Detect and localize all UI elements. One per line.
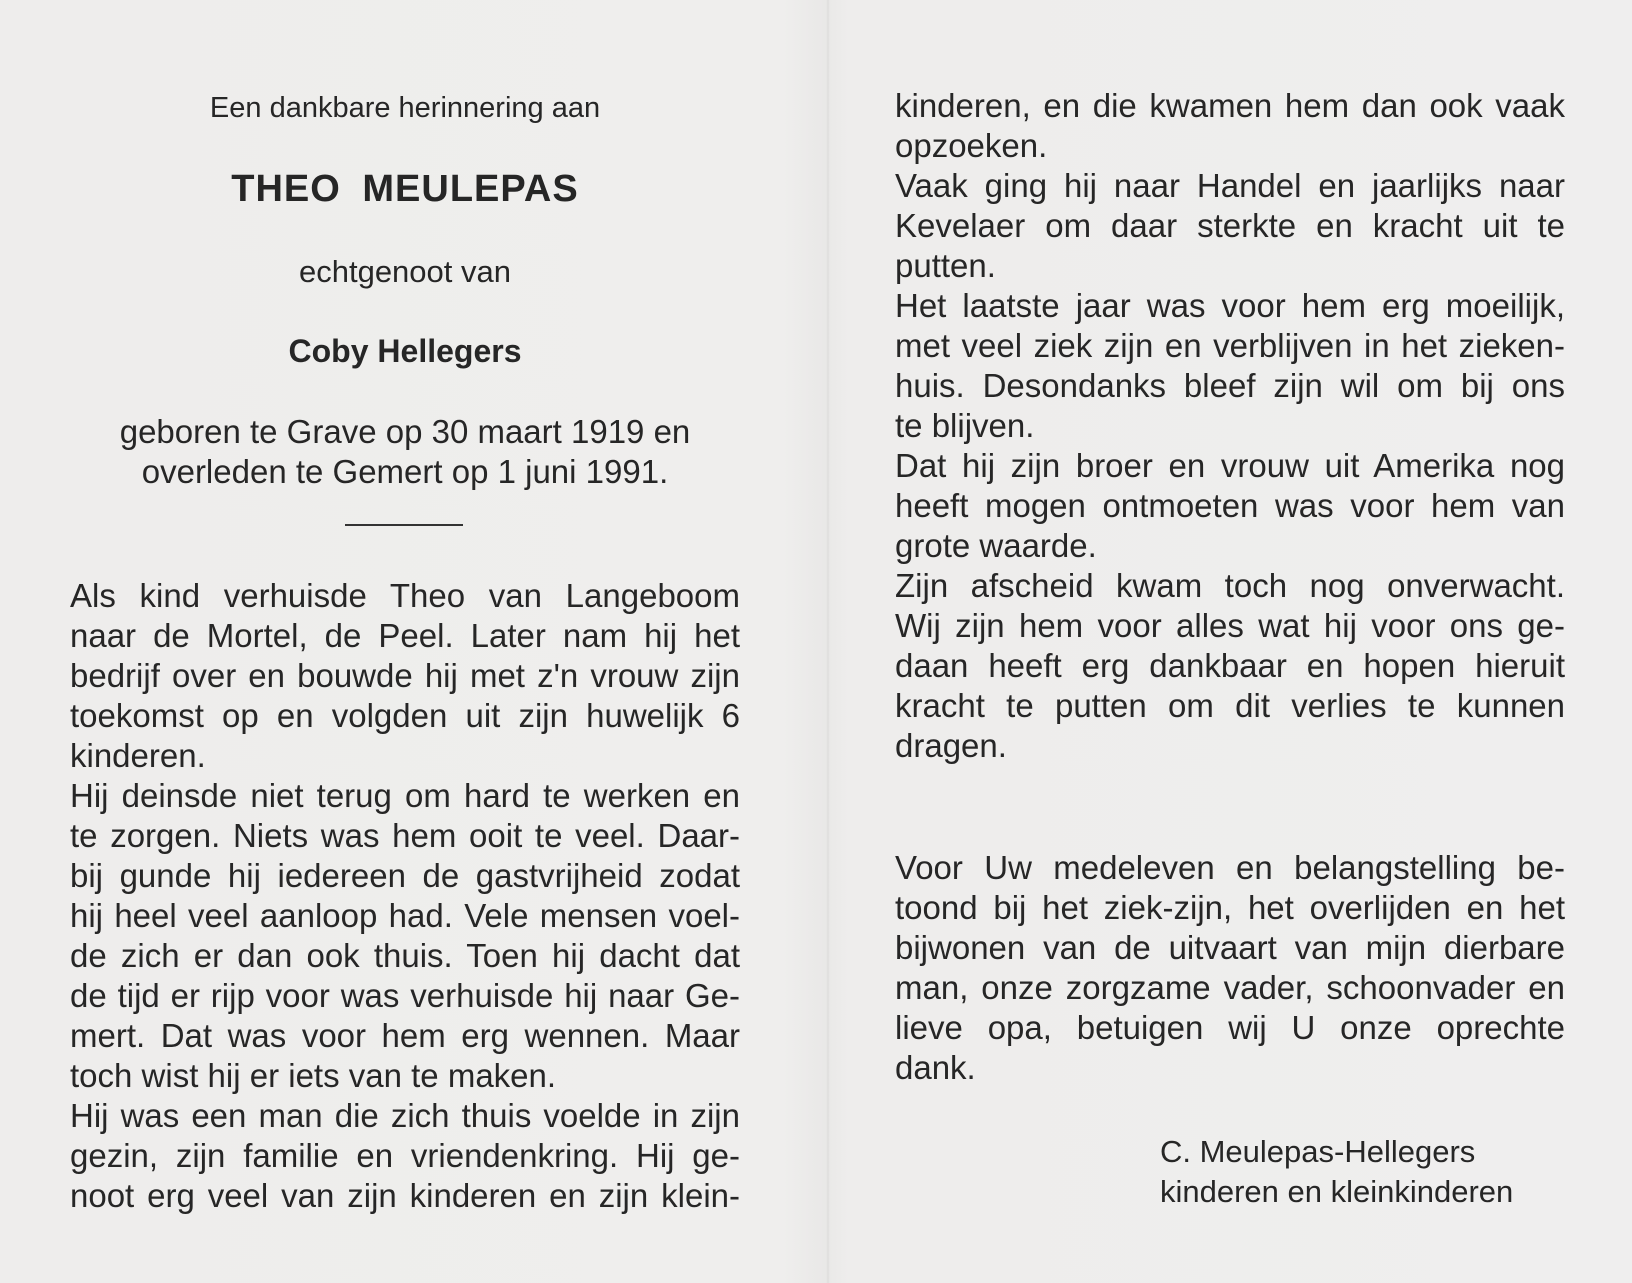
spouse-name: Coby Hellegers — [288, 333, 522, 369]
thanks-text — [895, 848, 1565, 1088]
life-dates — [70, 412, 740, 492]
text-line: Het laatste jaar was voor hem erg moeilijk, — [895, 287, 1565, 324]
text-line: daan heeft erg dankbaar en hopen hieruit — [895, 647, 1565, 684]
text-line: met veel ziek zijn en verblijven in het zieken- — [895, 327, 1565, 364]
text-line: te zorgen. Niets was hem ooit te veel. Daar- — [70, 817, 740, 854]
spouse-label: echtgenoot van — [298, 254, 511, 289]
text-line: heeft mogen ontmoeten was voor hem van — [895, 487, 1565, 524]
text-line: putten. — [895, 247, 996, 284]
text-line: de zich er dan ook thuis. Toen hij dacht dat — [70, 937, 740, 974]
text-line: bijwonen van de uitvaart van mijn dierbare — [895, 929, 1565, 966]
text-line: kinderen. — [70, 737, 206, 774]
card-fold — [826, 0, 830, 1283]
text-line: mert. Dat was voor hem erg wennen. Maar — [70, 1017, 740, 1054]
birth-line: geboren te Grave op 30 maart 1919 en — [119, 413, 691, 450]
text-line: huis. Desondanks bleef zijn wil om bij ons — [895, 367, 1565, 404]
text-line: hij heel veel aanloop had. Vele mensen voel- — [70, 897, 740, 934]
text-line: kinderen, en die kwamen hem dan ook vaak — [895, 87, 1565, 124]
text-line: man, onze zorgzame vader, schoonvader en — [895, 969, 1565, 1006]
death-line: overleden te Gemert op 1 juni 1991. — [141, 453, 669, 490]
text-line: Vaak ging hij naar Handel en jaarlijks naar — [895, 167, 1565, 204]
deceased-name: THEO MEULEPAS — [231, 168, 579, 210]
biography-left — [70, 576, 740, 1216]
text-line: toch wist hij er iets van te maken. — [70, 1057, 557, 1094]
text-line: bij gunde hij iedereen de gastvrijheid zodat — [70, 857, 740, 894]
text-line: toekomst op en volgden uit zijn huwelijk 6 — [70, 697, 740, 734]
signature-family: kinderen en kleinkinderen — [1160, 1174, 1514, 1209]
text-line: naar de Mortel, de Peel. Later nam hij het — [70, 617, 740, 654]
text-line: de tijd er rijp voor was verhuisde hij naar Ge- — [70, 977, 740, 1014]
text-line: kracht te putten om dit verlies te kunnen — [895, 687, 1565, 724]
text-line: Hij deinsde niet terug om hard te werken en — [70, 777, 740, 814]
text-line: Wij zijn hem voor alles wat hij voor ons ge- — [895, 607, 1565, 644]
text-line: Voor Uw medeleven en belangstelling be- — [895, 849, 1565, 886]
text-line: toond bij het ziek-zijn, het overlijden en het — [895, 889, 1565, 926]
biography-right — [895, 86, 1565, 766]
text-line: Hij was een man die zich thuis voelde in zijn — [70, 1097, 740, 1134]
text-line: bedrijf over en bouwde hij met z'n vrouw zijn — [70, 657, 740, 694]
text-line: dank. — [895, 1049, 976, 1086]
signature-block — [1160, 1132, 1513, 1212]
text-line: Als kind verhuisde Theo van Langeboom — [70, 577, 740, 614]
text-line: Zijn afscheid kwam toch nog onverwacht. — [895, 567, 1565, 604]
signature-name: C. Meulepas-Hellegers — [1160, 1134, 1476, 1169]
intro-text: Een dankbare herinnering aan — [209, 92, 601, 124]
text-line: lieve opa, betuigen wij U onze oprechte — [895, 1009, 1565, 1046]
text-line: te blijven. — [895, 407, 1035, 444]
text-line: noot erg veel van zijn kinderen en zijn klein- — [70, 1177, 740, 1214]
text-line: Kevelaer om daar sterkte en kracht uit te — [895, 207, 1565, 244]
text-line: dragen. — [895, 727, 1007, 764]
text-line: gezin, zijn familie en vriendenkring. Hij ge- — [70, 1137, 740, 1174]
text-line: Dat hij zijn broer en vrouw uit Amerika nog — [895, 447, 1565, 484]
text-line: opzoeken. — [895, 127, 1048, 164]
divider-rule — [345, 524, 463, 526]
text-line: grote waarde. — [895, 527, 1097, 564]
